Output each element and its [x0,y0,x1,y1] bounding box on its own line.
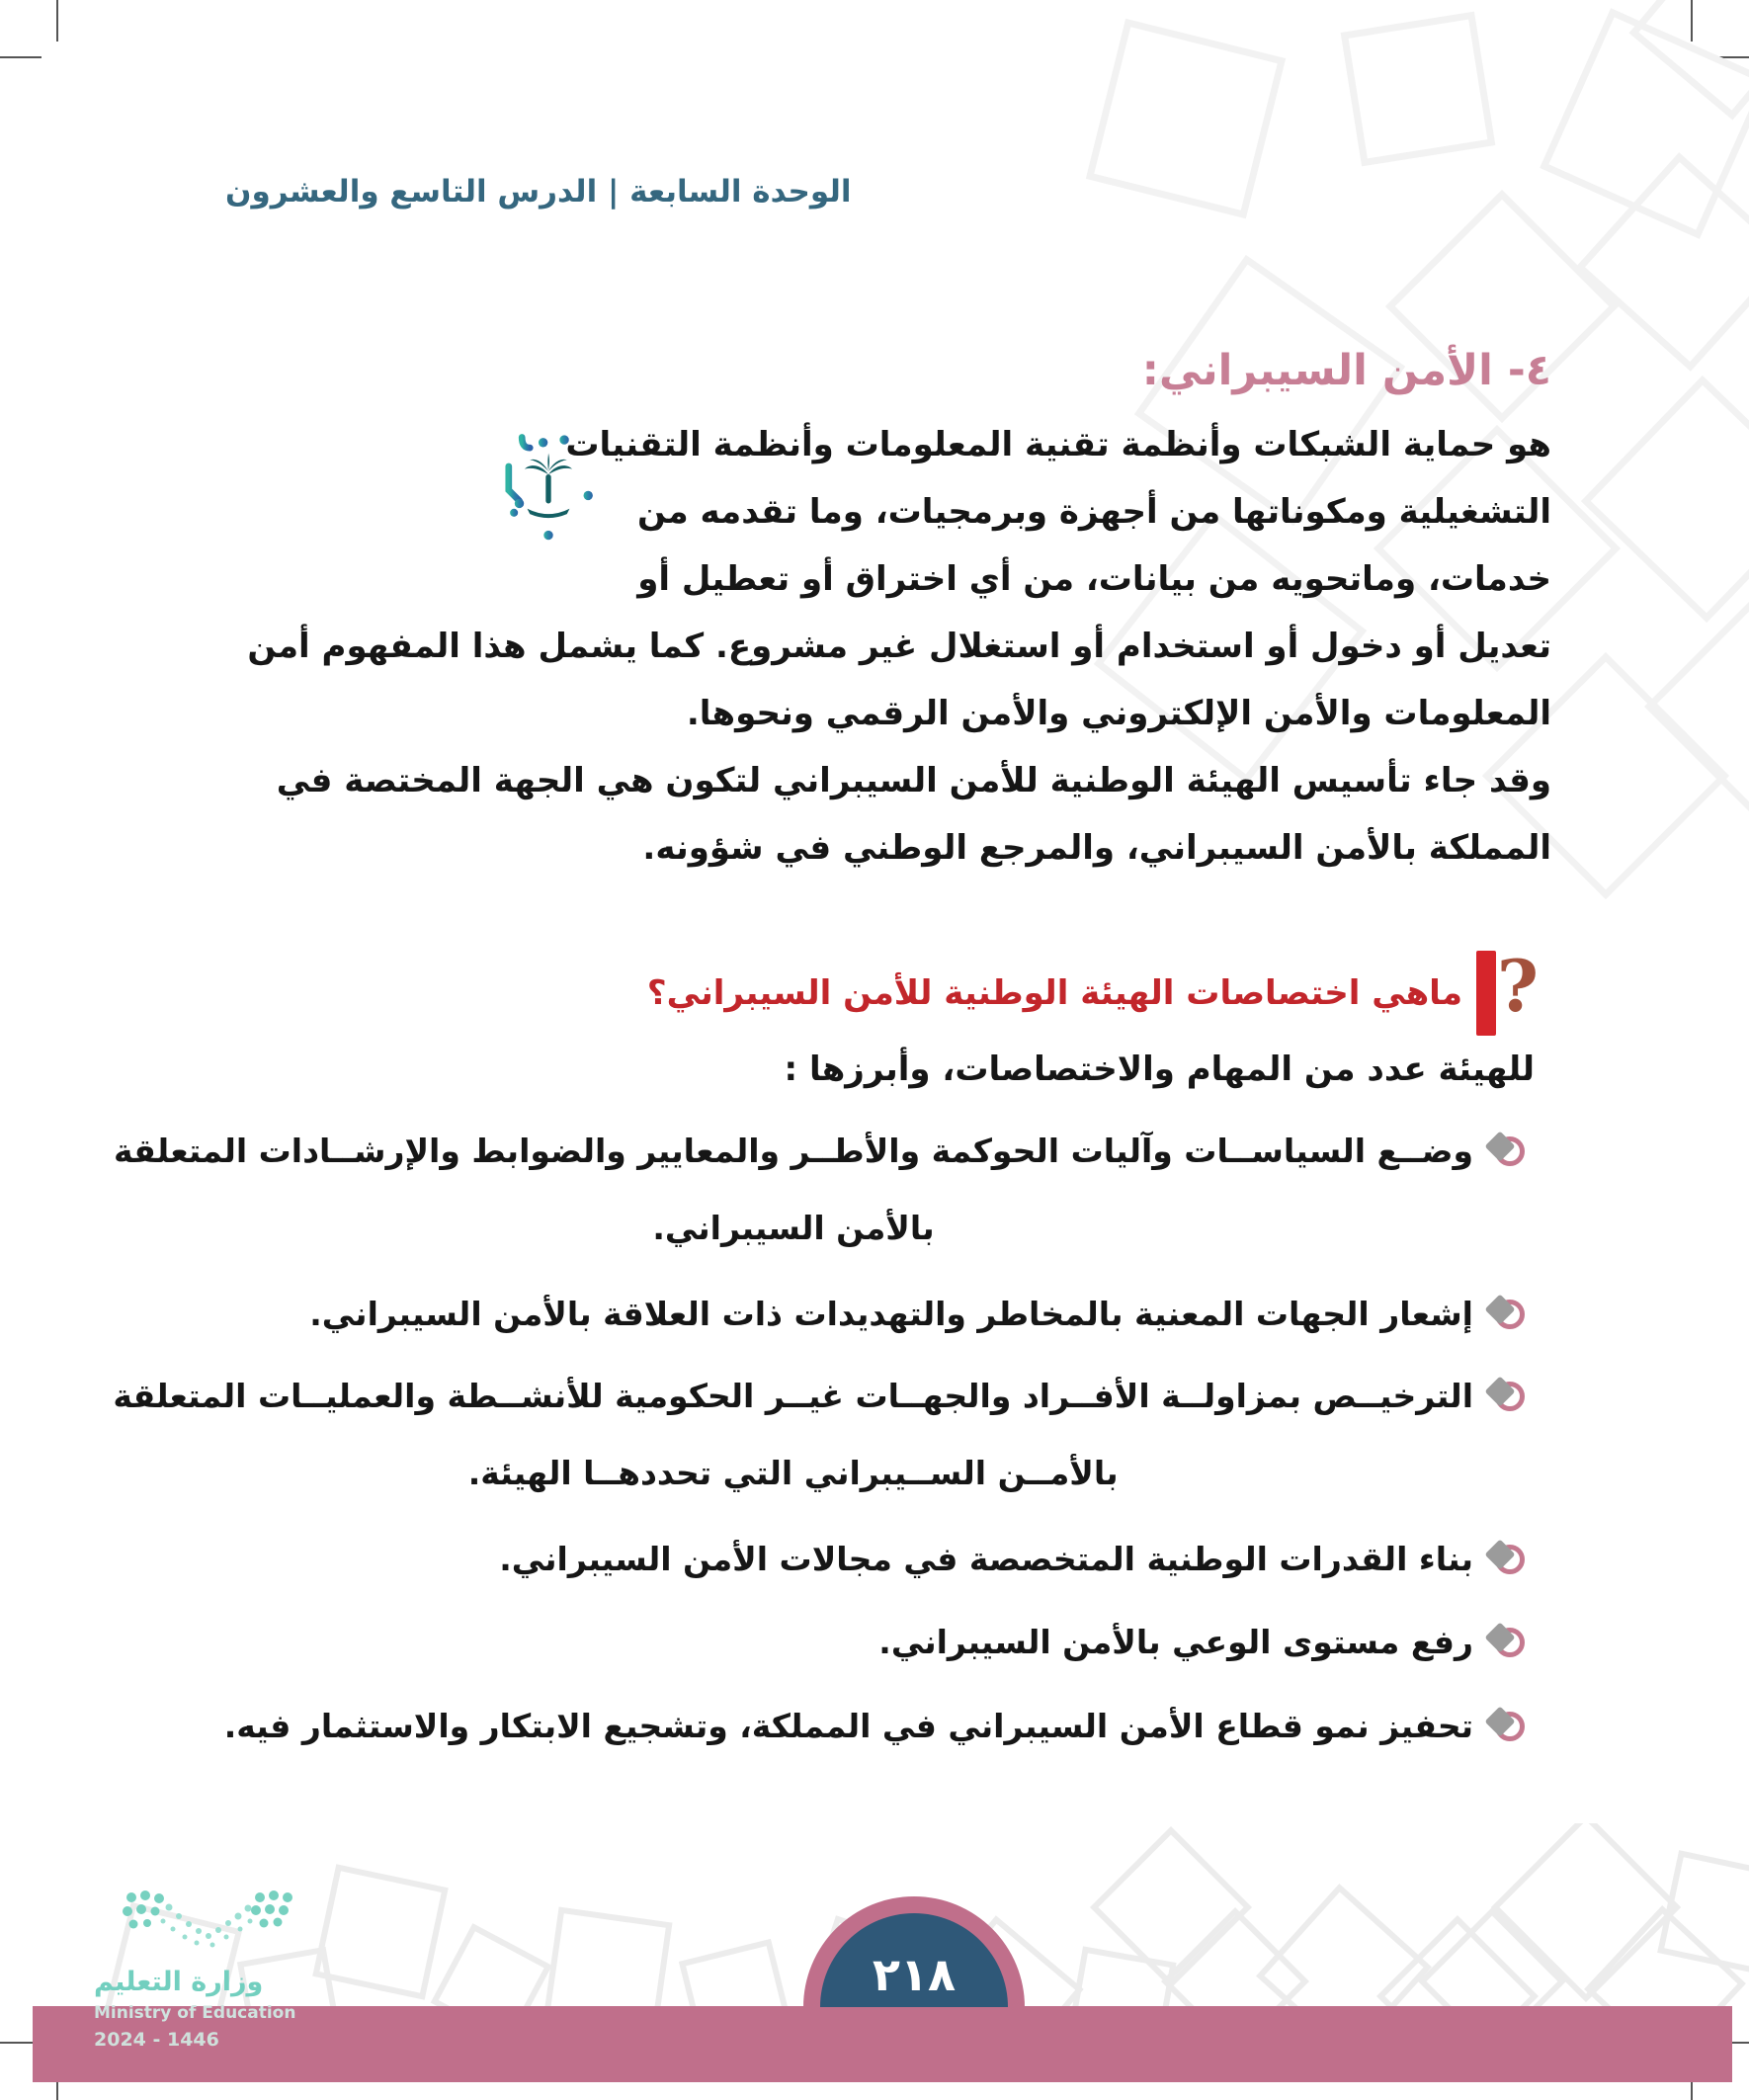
page-number-circle [820,1913,1008,2007]
diamond-bullet-icon [1483,1543,1527,1576]
task-item [232,1604,1527,1681]
paragraph-line: هو حماية الشبكات وأنظمة تقنية المعلومات وأنظمة التقنيات [565,425,1551,464]
task-item [113,1358,1527,1512]
moe-name-arabic: وزارة التعليم [94,1967,264,1997]
task-text: بالأمن السيبراني. [652,1209,935,1247]
paragraph-line: وقد جاء تأسيس الهيئة الوطنية للأمن السيبراني لتكون هي الجهة المختصة في [276,761,1551,800]
tasks-intro: للهيئة عدد من المهام والاختصاصات، وأبرزها : [784,1050,1535,1089]
question-text: ماهي اختصاصات الهيئة الوطنية للأمن السيبراني؟ [646,973,1462,1013]
task-text: إشعار الجهات المعنية بالمخاطر والتهديدات ذات العلاقة بالأمن السيبراني. [309,1295,1473,1333]
paragraph-line: التشغيلية ومكوناتها من أجهزة وبرمجيات، وما تقدمه من [637,492,1551,532]
question-icon-bar [1476,951,1496,1036]
diamond-bullet-icon [1483,1380,1527,1413]
paragraph-line: تعديل أو دخول أو استخدام أو استغلال غير مشروع. كما يشمل هذا المفهوم أمن [247,627,1551,666]
section-title: ٤- الأمن السيبراني: [1141,346,1551,395]
task-text: تحفيز نمو قطاع الأمن السيبراني في المملكة، وتشجيع الابتكار والاستثمار فيه. [223,1707,1473,1745]
diamond-bullet-icon [1483,1134,1527,1168]
moe-edition-year: 2024 - 1446 [94,2029,219,2051]
task-text: وضــع السياســات وآليات الحوكمة والأطــر والمعايير والضوابط والإرشــادات المتعلقة [114,1132,1473,1170]
crop-mark [0,56,42,58]
question-mark-icon [1476,944,1540,1036]
crop-mark [56,0,58,42]
task-text: بناء القدرات الوطنية المتخصصة في مجالات الأمن السيبراني. [499,1540,1473,1578]
moe-name-english: Ministry of Education [94,2003,296,2023]
diamond-bullet-icon [1483,1710,1527,1743]
page-number: ٢١٨ [872,1948,957,2001]
diamond-bullet-icon [1483,1298,1527,1331]
task-text: رفع مستوى الوعي بالأمن السيبراني. [878,1623,1473,1661]
paragraph-line: خدمات، وماتحويه من بيانات، من أي اختراق أو تعطيل أو [637,559,1551,599]
paragraph-line: المعلومات والأمن الإلكتروني والأمن الرقمي ونحوها. [686,694,1551,733]
task-item [232,1276,1527,1353]
question-icon-glyph: ? [1496,944,1540,1028]
paragraph-line: المملكة بالأمن السيبراني، والمرجع الوطني في شؤونه. [642,828,1551,868]
task-text: الترخيــص بمزاولــة الأفــراد والجهــات غيــر الحكومية للأنشــطة والعمليــات المتعلقة [113,1377,1473,1415]
unit-lesson-header: الوحدة السابعة | الدرس التاسع والعشرون [225,174,852,210]
task-item [114,1113,1527,1267]
task-item [223,1688,1527,1765]
cybersecurity-definition-paragraph [232,411,1551,882]
diamond-bullet-icon [1483,1626,1527,1659]
moe-logo-dots [94,1890,321,1957]
ministry-of-education-logo [94,1890,351,2051]
task-item [232,1521,1527,1598]
question-row [232,944,1540,1036]
task-text: بالأمــن الســيبراني التي تحددهــا الهيئة. [467,1454,1119,1492]
